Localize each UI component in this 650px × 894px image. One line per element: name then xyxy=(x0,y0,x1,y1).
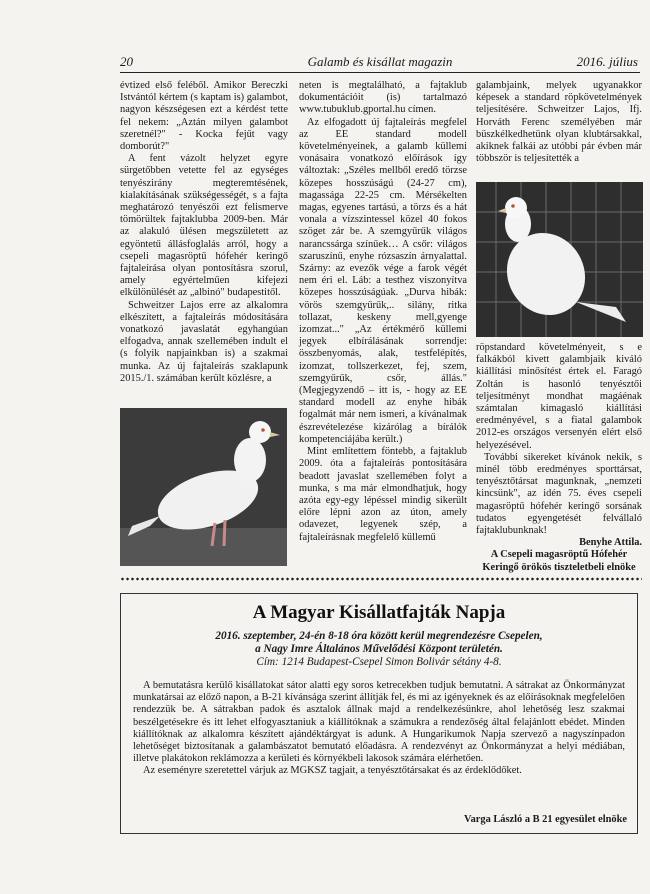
magazine-title: Galamb és kisállat magazin xyxy=(307,54,453,69)
paragraph: A bemutatásra kerülő kisállatokat sátor alatti egy soros ketrecekben tudjuk bemutatni. A sátrakat az Önkormányzat munkatársai az előző napon, a B-21 kívánsága szerint állítják fel, és mi az igényeknek és az előírásoknak megfelelően rendezzük be. A sátrakban padok és asztalok állnak majd a rendelkezésünkre, ahol lehetőség lesz szakmai beszélgetésekre és itt lehet elfogyasztaniuk a kiállítóknak a számukra a rendezőség által felajánlott ebédet. Minden kiállítóknak az alkalomra készített ajándéktárgyat is adunk. A Hungarikumok Napja szervező a nagyszínpadon lehetőséget biztosítanak a galambászatot bemutató előadásra. A rendezvényt az Önkormányzat a helyi médiában, illetve plakátokon reklámozza a kerületi és környékbeli lakosok számára elérhetően. xyxy=(133,680,625,765)
white-pigeon-cage-photo xyxy=(476,182,643,337)
white-pigeon-photo xyxy=(120,408,287,566)
paragraph: Mint említettem föntebb, a fajtaklub 2009. óta a fajtaleírás pontosítására beadott javaslat szellemében folyt a munka, s ma már elmondhatjuk, hogy azóta egy-egy lépéssel mindig sikerült előre lépni azon az úton, amely odavezet, legyenek szép, a fajtaleírásnak megfelelő küllemű xyxy=(299,446,467,543)
paragraph: A fent vázolt helyzet egyre sürgetőbben vetette fel az egységes tenyészirány megteremtésének, kialakításának szükségességét, s a fajta meghatározó tenyészői ezt felismerve tömörültek fajtaklubba 2009-ben. Már az alakuló ülésen megszületett az egyöntetű állásfoglalás arról, hogy a csepeli magasröptű hófehér keringő fajtaleírása olyan pontosításra szorul, amely egyértelműen kifejezi elkülönülését az „albinó" budapestitől. xyxy=(120,153,288,299)
announcement-title: A Magyar Kisállatfajták Napja xyxy=(252,602,506,623)
issue-date: 2016. július xyxy=(576,54,638,69)
paragraph: Schweitzer Lajos erre az alkalomra elkészített, a fajtaleírás módosítására vonatkozó javaslatát egyhangúan elfogadva, annak szellemében indult el (s folyik napjainkban is) a szakmai munka. Az új fajtaleírás szaklapunk 2015./1. számában került közlésre, a xyxy=(120,299,288,384)
announcement-venue-line: a Nagy Imre Általános Művelődési Központ területén. xyxy=(255,643,503,655)
paragraph: Az elfogadott új fajtaleírás megfelel az EE standard modell követelményeinek, a galamb küllemi vonásaira vonatkozó előírások így változtak: „Széles mellből eredő törzse közepes hosszúságú (24-27 cm), magassága 22-25 cm. Mérsékelten magas, egyenes tartású, a törzs és a hát vonala a vízszintessel közel 40 fokos szöget zár be. A szemgyűrűk világos narancssárga színűek… A csőr: világos szaruszínű, enyhe rózsaszín árnyalattal. Szárny: az evezők vége a farok végét nem éri el. Láb: a testhez viszonyítva közepes hosszúságúak. „Durva hibák: vörös szemgyűrűk,.. silány, ritka tollazat, keskeny mell,gyenge izomzat..." „Az értékmérő küllemi jegyek elbírálásának sorrendje: összbenyomás, alak, testfelépítés, izomzat, tollszerkezet, fej, szem, szemgyűrűk, csőr, állás." (Megjegyzendő – itt is, - hogy az EE standard modell az enyhe hibák fogalmát már nem ismeri, a kívánalmak észrevételezése kizárólag a bírálók kompetenciájába került.) xyxy=(299,116,467,445)
paragraph: Az eseményre szeretettel várjuk az MGKSZ tagjait, a tenyésztőtársakat és az érdeklődőket. xyxy=(143,765,522,777)
pigeon-icon xyxy=(120,408,287,566)
author-signature: Benyhe Attila. xyxy=(579,537,642,549)
article-column-2 xyxy=(299,80,467,544)
paragraph: galambjaink, melyek ugyanakkor képesek a standard röpkövetelmények teljesítésére. Schweitzer Lajos, Ifj. Horváth Ferenc személyében már büszkélkedhetünk olyan klubtársakkal, akiknek falkái az utóbbi pár évben már többször is teljesítették a xyxy=(476,80,642,165)
page-header xyxy=(120,52,640,73)
paragraph: évtized első feléből. Amikor Bereczki Istvántól kértem (s kaptam is) galambot, nagyon készségesen ezt a kérdést tette fel nekem: „Aztán milyen galambot szeretnél?" - Kocka fejűt vagy domborút?" xyxy=(120,80,288,153)
article-column-3-top xyxy=(476,80,642,165)
author-role: A Csepeli magasröptű Hófehér Keringő örökös tiszteletbeli elnöke xyxy=(482,549,636,573)
article-column-1 xyxy=(120,80,288,385)
announcement-signature: Varga László a B 21 egyesület elnöke xyxy=(464,814,627,825)
article-column-3-bottom xyxy=(476,342,642,574)
page-number: 20 xyxy=(120,54,133,69)
announcement-details xyxy=(121,630,637,669)
announcement-body xyxy=(133,680,625,778)
paragraph: röpstandard követelményeit, s e falkákból kivett galambjaik kiváló kiállítási minősítést értek el. Faragó Zoltán is hasonló tenyésztői teljesítményt mondhat magáénak számtalan kimagasló kiállítási eredményével, s a fiatal galambok 2012-es országos versenyén elért első helyezésével. xyxy=(476,342,642,451)
announcement-date-line: 2016. szeptember, 24-én 8-18 óra között kerül megrendezésre Csepelen, xyxy=(215,630,543,642)
announcement-address-line: Cím: 1214 Budapest-Csepel Simon Bolivár sétány 4-8. xyxy=(256,656,502,668)
announcement-box xyxy=(120,593,638,834)
paragraph: neten is megtalálható, a fajtaklub dokumentációit (is) tartalmazó www.tubuklub.gportal.hu címen. xyxy=(299,80,467,116)
dotted-divider xyxy=(120,576,642,582)
paragraph: További sikereket kívánok nekik, s minél több eredményes sporttársat, tenyésztőtársat magunknak, „nemzeti kincsünk", az idén 75. éves csepeli magasröptű hófehér keringő sorsának tudatos egyengetését felvállaló fajtaklubunknak! xyxy=(476,451,642,537)
pigeon-cage-icon xyxy=(476,182,643,337)
